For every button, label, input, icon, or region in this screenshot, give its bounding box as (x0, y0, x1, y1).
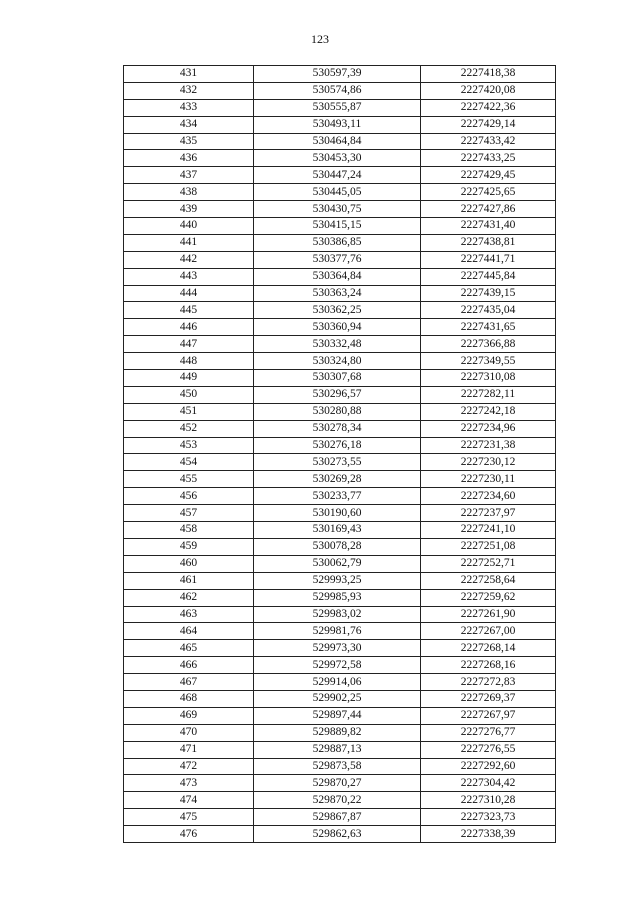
point-number-cell: 463 (124, 606, 254, 623)
x-coordinate-cell: 529889,82 (254, 724, 421, 741)
table-row (124, 403, 556, 420)
x-coordinate-cell: 530324,80 (254, 353, 421, 370)
x-coordinate-cell: 530278,34 (254, 420, 421, 437)
point-number-cell: 454 (124, 454, 254, 471)
point-number-cell: 471 (124, 741, 254, 758)
table-row (124, 150, 556, 167)
y-coordinate-cell: 2227310,08 (421, 370, 556, 387)
table-row (124, 82, 556, 99)
table-row (124, 167, 556, 184)
x-coordinate-cell: 530062,79 (254, 555, 421, 572)
x-coordinate-cell: 530464,84 (254, 133, 421, 150)
y-coordinate-cell: 2227259,62 (421, 589, 556, 606)
point-number-cell: 461 (124, 572, 254, 589)
x-coordinate-cell: 530386,85 (254, 234, 421, 251)
page-number: 123 (311, 32, 329, 46)
point-number-cell: 449 (124, 370, 254, 387)
x-coordinate-cell: 530364,84 (254, 268, 421, 285)
x-coordinate-cell: 529973,30 (254, 640, 421, 657)
table-row (124, 792, 556, 809)
table-row (124, 589, 556, 606)
y-coordinate-cell: 2227258,64 (421, 572, 556, 589)
table-row (124, 201, 556, 218)
x-coordinate-cell: 530307,68 (254, 370, 421, 387)
x-coordinate-cell: 530269,28 (254, 471, 421, 488)
x-coordinate-cell: 530280,88 (254, 403, 421, 420)
y-coordinate-cell: 2227438,81 (421, 234, 556, 251)
table-row (124, 522, 556, 539)
point-number-cell: 465 (124, 640, 254, 657)
x-coordinate-cell: 529983,02 (254, 606, 421, 623)
point-number-cell: 440 (124, 218, 254, 235)
y-coordinate-cell: 2227431,40 (421, 218, 556, 235)
x-coordinate-cell: 529867,87 (254, 809, 421, 826)
table-row (124, 555, 556, 572)
point-number-cell: 448 (124, 353, 254, 370)
table-row (124, 420, 556, 437)
point-number-cell: 435 (124, 133, 254, 150)
table-row (124, 99, 556, 116)
table-row (124, 302, 556, 319)
y-coordinate-cell: 2227435,04 (421, 302, 556, 319)
table-row (124, 218, 556, 235)
table-row (124, 471, 556, 488)
point-number-cell: 455 (124, 471, 254, 488)
y-coordinate-cell: 2227230,12 (421, 454, 556, 471)
x-coordinate-cell: 530377,76 (254, 251, 421, 268)
point-number-cell: 431 (124, 66, 254, 83)
x-coordinate-cell: 529887,13 (254, 741, 421, 758)
table-row (124, 640, 556, 657)
point-number-cell: 457 (124, 505, 254, 522)
point-number-cell: 472 (124, 758, 254, 775)
table-row (124, 251, 556, 268)
coordinates-table (123, 65, 556, 843)
table-row (124, 370, 556, 387)
point-number-cell: 464 (124, 623, 254, 640)
y-coordinate-cell: 2227272,83 (421, 674, 556, 691)
y-coordinate-cell: 2227251,08 (421, 538, 556, 555)
table-row (124, 724, 556, 741)
y-coordinate-cell: 2227422,36 (421, 99, 556, 116)
x-coordinate-cell: 530493,11 (254, 116, 421, 133)
point-number-cell: 437 (124, 167, 254, 184)
y-coordinate-cell: 2227268,16 (421, 657, 556, 674)
point-number-cell: 468 (124, 690, 254, 707)
x-coordinate-cell: 530296,57 (254, 386, 421, 403)
point-number-cell: 450 (124, 386, 254, 403)
table-row (124, 657, 556, 674)
point-number-cell: 473 (124, 775, 254, 792)
y-coordinate-cell: 2227429,14 (421, 116, 556, 133)
y-coordinate-cell: 2227445,84 (421, 268, 556, 285)
point-number-cell: 446 (124, 319, 254, 336)
point-number-cell: 467 (124, 674, 254, 691)
table-row (124, 606, 556, 623)
table-row (124, 268, 556, 285)
table-row (124, 386, 556, 403)
table-row (124, 623, 556, 640)
y-coordinate-cell: 2227349,55 (421, 353, 556, 370)
y-coordinate-cell: 2227252,71 (421, 555, 556, 572)
point-number-cell: 451 (124, 403, 254, 420)
x-coordinate-cell: 530453,30 (254, 150, 421, 167)
y-coordinate-cell: 2227433,25 (421, 150, 556, 167)
y-coordinate-cell: 2227242,18 (421, 403, 556, 420)
table-row (124, 116, 556, 133)
x-coordinate-cell: 529870,27 (254, 775, 421, 792)
x-coordinate-cell: 530430,75 (254, 201, 421, 218)
point-number-cell: 456 (124, 488, 254, 505)
y-coordinate-cell: 2227261,90 (421, 606, 556, 623)
point-number-cell: 459 (124, 538, 254, 555)
x-coordinate-cell: 530276,18 (254, 437, 421, 454)
y-coordinate-cell: 2227310,28 (421, 792, 556, 809)
point-number-cell: 462 (124, 589, 254, 606)
point-number-cell: 444 (124, 285, 254, 302)
point-number-cell: 460 (124, 555, 254, 572)
point-number-cell: 476 (124, 826, 254, 843)
table-row (124, 353, 556, 370)
x-coordinate-cell: 530574,86 (254, 82, 421, 99)
y-coordinate-cell: 2227427,86 (421, 201, 556, 218)
table-row (124, 690, 556, 707)
point-number-cell: 432 (124, 82, 254, 99)
y-coordinate-cell: 2227418,38 (421, 66, 556, 83)
x-coordinate-cell: 530363,24 (254, 285, 421, 302)
x-coordinate-cell: 529870,22 (254, 792, 421, 809)
y-coordinate-cell: 2227241,10 (421, 522, 556, 539)
point-number-cell: 442 (124, 251, 254, 268)
y-coordinate-cell: 2227420,08 (421, 82, 556, 99)
x-coordinate-cell: 529981,76 (254, 623, 421, 640)
y-coordinate-cell: 2227230,11 (421, 471, 556, 488)
x-coordinate-cell: 530445,05 (254, 184, 421, 201)
y-coordinate-cell: 2227269,37 (421, 690, 556, 707)
table-row (124, 319, 556, 336)
table-row (124, 809, 556, 826)
point-number-cell: 439 (124, 201, 254, 218)
y-coordinate-cell: 2227338,39 (421, 826, 556, 843)
point-number-cell: 466 (124, 657, 254, 674)
point-number-cell: 447 (124, 336, 254, 353)
table-row (124, 707, 556, 724)
y-coordinate-cell: 2227231,38 (421, 437, 556, 454)
table-row (124, 133, 556, 150)
table-row (124, 505, 556, 522)
point-number-cell: 452 (124, 420, 254, 437)
table-row (124, 336, 556, 353)
x-coordinate-cell: 530555,87 (254, 99, 421, 116)
x-coordinate-cell: 530190,60 (254, 505, 421, 522)
y-coordinate-cell: 2227237,97 (421, 505, 556, 522)
y-coordinate-cell: 2227267,97 (421, 707, 556, 724)
table-row (124, 488, 556, 505)
x-coordinate-cell: 529897,44 (254, 707, 421, 724)
x-coordinate-cell: 530078,28 (254, 538, 421, 555)
x-coordinate-cell: 530362,25 (254, 302, 421, 319)
x-coordinate-cell: 529914,06 (254, 674, 421, 691)
table-row (124, 234, 556, 251)
y-coordinate-cell: 2227366,88 (421, 336, 556, 353)
table-row (124, 285, 556, 302)
point-number-cell: 474 (124, 792, 254, 809)
x-coordinate-cell: 530415,15 (254, 218, 421, 235)
y-coordinate-cell: 2227282,11 (421, 386, 556, 403)
y-coordinate-cell: 2227441,71 (421, 251, 556, 268)
x-coordinate-cell: 529993,25 (254, 572, 421, 589)
y-coordinate-cell: 2227323,73 (421, 809, 556, 826)
point-number-cell: 436 (124, 150, 254, 167)
point-number-cell: 475 (124, 809, 254, 826)
y-coordinate-cell: 2227425,65 (421, 184, 556, 201)
x-coordinate-cell: 530332,48 (254, 336, 421, 353)
x-coordinate-cell: 529902,25 (254, 690, 421, 707)
point-number-cell: 441 (124, 234, 254, 251)
point-number-cell: 433 (124, 99, 254, 116)
y-coordinate-cell: 2227292,60 (421, 758, 556, 775)
x-coordinate-cell: 530360,94 (254, 319, 421, 336)
y-coordinate-cell: 2227304,42 (421, 775, 556, 792)
point-number-cell: 453 (124, 437, 254, 454)
y-coordinate-cell: 2227234,96 (421, 420, 556, 437)
y-coordinate-cell: 2227267,00 (421, 623, 556, 640)
x-coordinate-cell: 530169,43 (254, 522, 421, 539)
coordinates-table-body (124, 66, 556, 843)
x-coordinate-cell: 530447,24 (254, 167, 421, 184)
x-coordinate-cell: 530597,39 (254, 66, 421, 83)
y-coordinate-cell: 2227431,65 (421, 319, 556, 336)
table-row (124, 758, 556, 775)
x-coordinate-cell: 529985,93 (254, 589, 421, 606)
x-coordinate-cell: 529873,58 (254, 758, 421, 775)
point-number-cell: 434 (124, 116, 254, 133)
table-row (124, 826, 556, 843)
y-coordinate-cell: 2227268,14 (421, 640, 556, 657)
table-row (124, 454, 556, 471)
y-coordinate-cell: 2227234,60 (421, 488, 556, 505)
table-row (124, 437, 556, 454)
point-number-cell: 438 (124, 184, 254, 201)
x-coordinate-cell: 530273,55 (254, 454, 421, 471)
table-row (124, 741, 556, 758)
y-coordinate-cell: 2227433,42 (421, 133, 556, 150)
y-coordinate-cell: 2227439,15 (421, 285, 556, 302)
table-row (124, 775, 556, 792)
point-number-cell: 443 (124, 268, 254, 285)
point-number-cell: 458 (124, 522, 254, 539)
table-row (124, 66, 556, 83)
table-row (124, 184, 556, 201)
y-coordinate-cell: 2227276,77 (421, 724, 556, 741)
y-coordinate-cell: 2227276,55 (421, 741, 556, 758)
point-number-cell: 469 (124, 707, 254, 724)
point-number-cell: 470 (124, 724, 254, 741)
x-coordinate-cell: 529862,63 (254, 826, 421, 843)
table-row (124, 572, 556, 589)
point-number-cell: 445 (124, 302, 254, 319)
y-coordinate-cell: 2227429,45 (421, 167, 556, 184)
x-coordinate-cell: 529972,58 (254, 657, 421, 674)
x-coordinate-cell: 530233,77 (254, 488, 421, 505)
table-row (124, 538, 556, 555)
table-row (124, 674, 556, 691)
